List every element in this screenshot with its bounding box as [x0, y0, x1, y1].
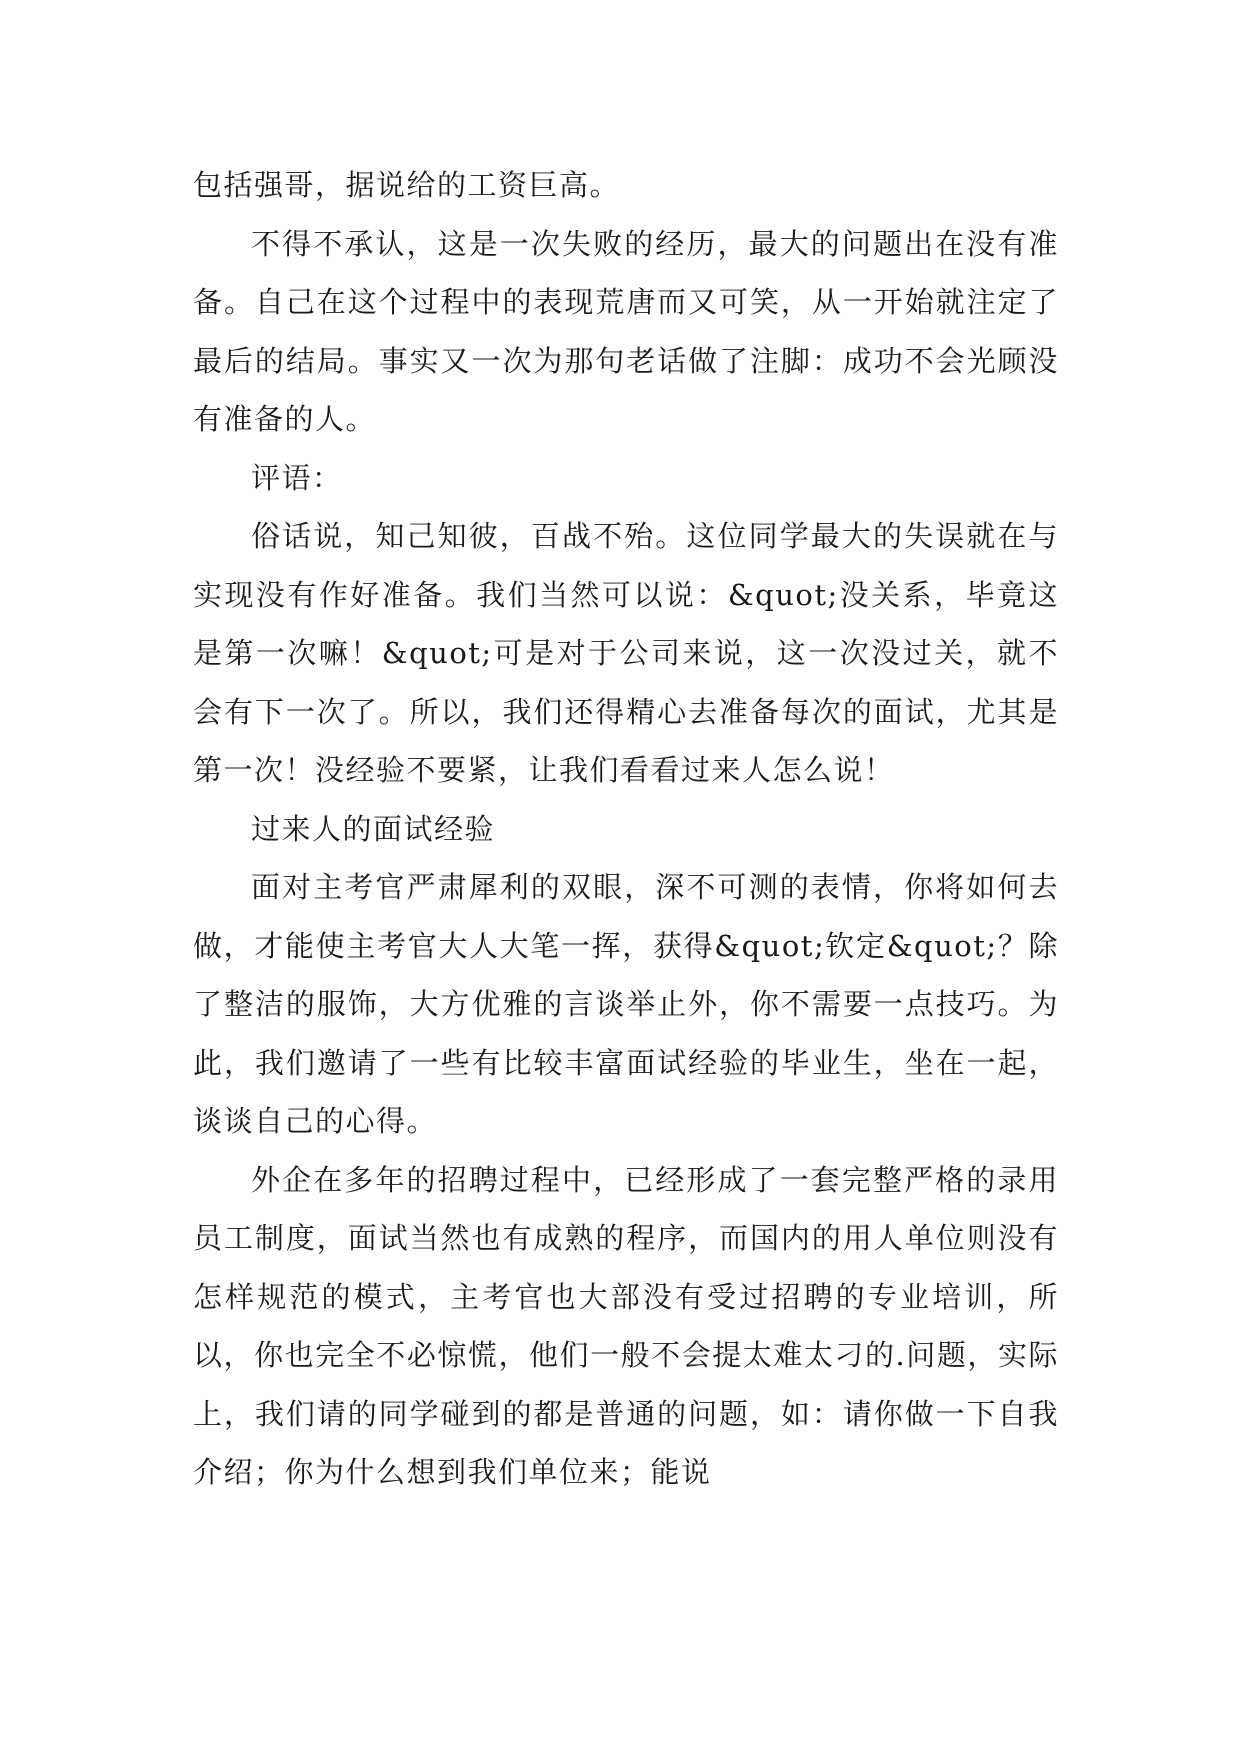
section-heading-interview-experience: 过来人的面试经验 [251, 811, 496, 846]
document-body [193, 156, 1059, 1502]
paragraph-failure-reflection: 不得不承认，这是一次失败的经历，最大的问题出在没有准备。自己在这个过程中的表现荒唐而又可笑，从一开始就注定了最后的结局。事实又一次为那句老话做了注脚：成功不会光顾没有准备的人。 [193, 226, 1059, 436]
paragraph-continuation: 包括强哥，据说给的工资巨高。 [193, 168, 621, 202]
paragraph-interview-tips: 面对主考官严肃犀利的双眼，深不可测的表情，你将如何去做，才能使主考官大人大笔一挥，获得&quot;钦定&quot;？除了整洁的服饰，大方优雅的言谈举止外，你不需要一点技巧。为此，我们邀请了一些有比较丰富面试经验的毕业生，坐在一起，谈谈自己的心得。 [193, 870, 1059, 1138]
paragraph-comment: 俗话说，知己知彼，百战不殆。这位同学最大的失误就在与实现没有作好准备。我们当然可以说：&quot;没关系，毕竟这是第一次嘛！&quot;可是对于公司来说，这一次没过关，就不会有下一次了。所以，我们还得精心去准备每次的面试，尤其是第一次！没经验不要紧，让我们看看过来人怎么说！ [193, 519, 1059, 787]
paragraph-foreign-companies: 外企在多年的招聘过程中，已经形成了一套完整严格的录用员工制度，面试当然也有成熟的程序，而国内的用人单位则没有怎样规范的模式，主考官也大部没有受过招聘的专业培训，所以，你也完全不必惊慌，他们一般不会提太难太刁的.问题，实际上，我们请的同学碰到的都是普通的问题，如：请你做一下自我介绍；你为什么想到我们单位来；能说 [193, 1162, 1059, 1489]
paragraph-comment-heading: 评语： [251, 460, 343, 495]
